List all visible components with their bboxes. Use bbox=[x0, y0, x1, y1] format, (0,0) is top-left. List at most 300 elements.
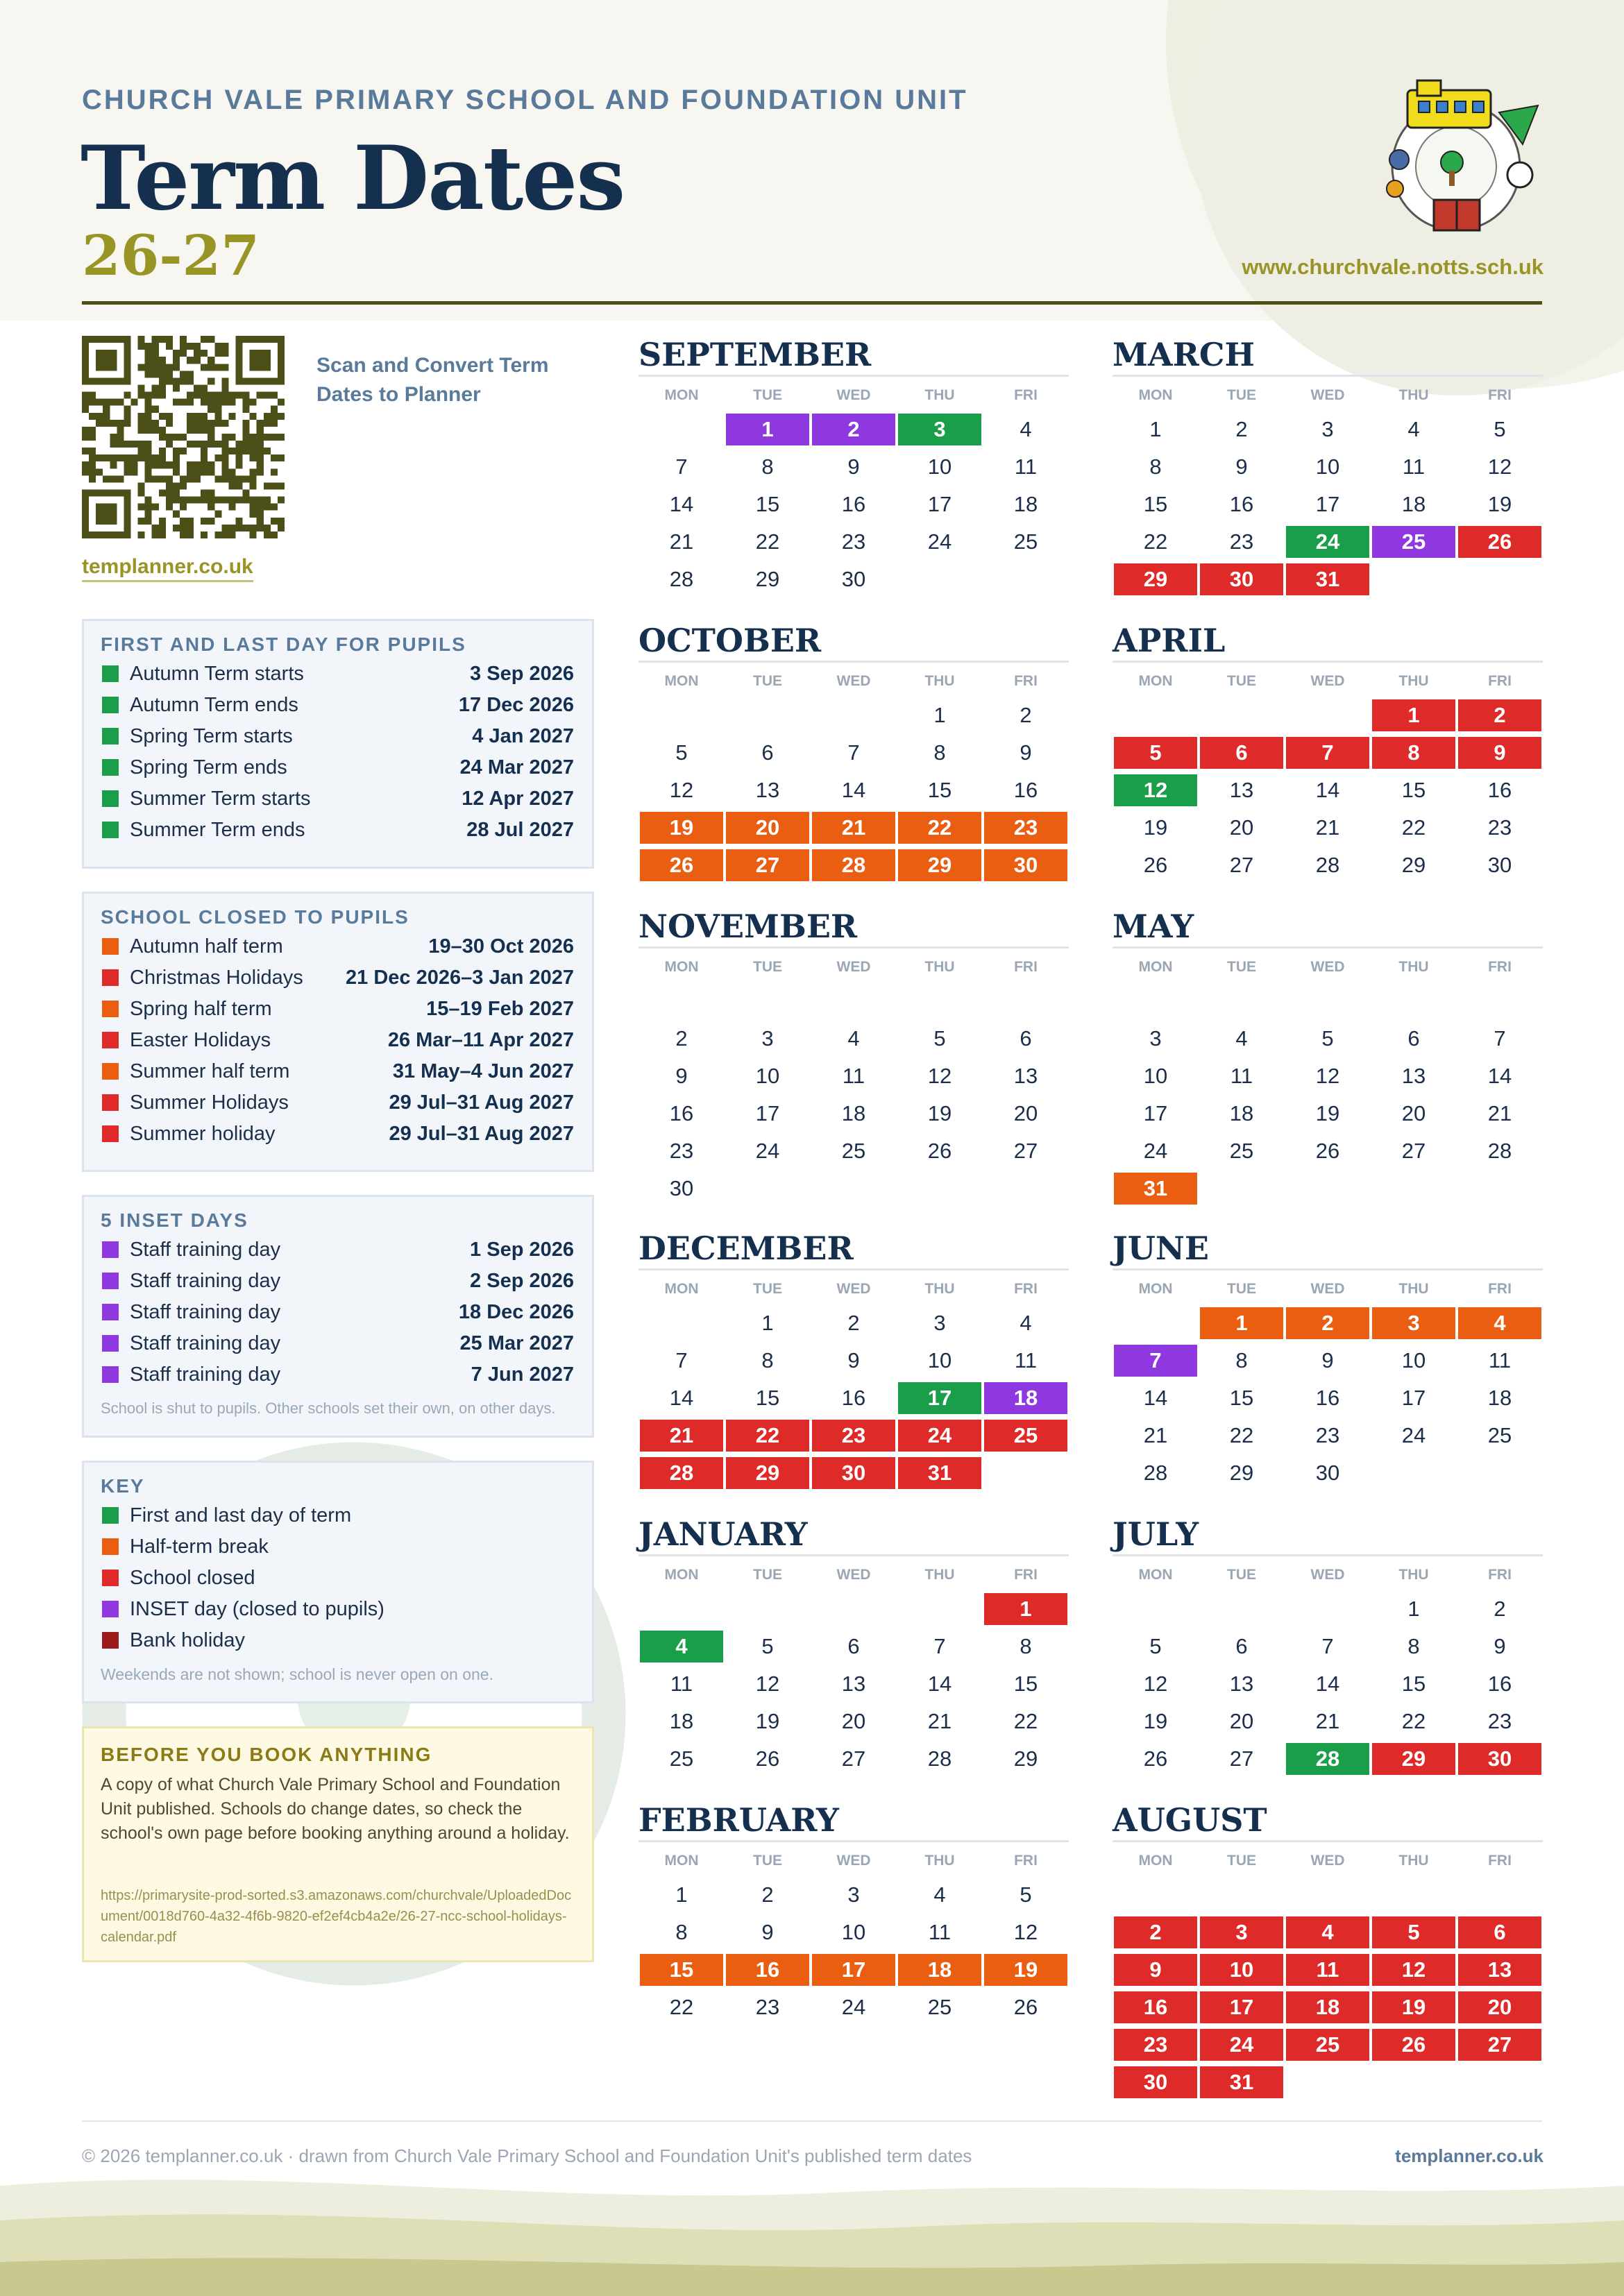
calendar-day: 8 bbox=[675, 1920, 688, 1944]
weekday-header: TUE bbox=[753, 959, 782, 975]
legend-square-icon bbox=[102, 1601, 119, 1617]
calendar-day: 7 bbox=[1114, 1345, 1197, 1377]
calendar-day: 11 bbox=[1230, 1064, 1253, 1088]
month-rule bbox=[638, 1840, 1069, 1842]
list-item bbox=[101, 690, 575, 720]
legend-label: School closed bbox=[130, 1567, 255, 1589]
calendar-day: 16 bbox=[1315, 1386, 1340, 1410]
legend-label: Bank holiday bbox=[130, 1629, 246, 1651]
legend-square-icon bbox=[102, 1507, 119, 1524]
calendar-day: 13 bbox=[1458, 1954, 1541, 1986]
calendar-day: 28 bbox=[1143, 1461, 1168, 1485]
calendar-day: 23 bbox=[841, 529, 866, 554]
list-item bbox=[101, 1297, 575, 1327]
school-closed-panel bbox=[82, 892, 594, 1172]
calendar-day: 30 bbox=[984, 849, 1067, 881]
weekday-header: MON bbox=[664, 1853, 699, 1869]
weekday-header: THU bbox=[1398, 959, 1429, 975]
weekday-header: WED bbox=[1310, 959, 1345, 975]
calendar-day: 2 bbox=[812, 414, 895, 445]
item-date: 15–19 Feb 2027 bbox=[426, 998, 574, 1020]
calendar-day: 22 bbox=[726, 1420, 809, 1452]
calendar-day: 7 bbox=[933, 1634, 946, 1658]
calendar-day: 6 bbox=[1020, 1026, 1032, 1051]
calendar-day: 28 bbox=[1487, 1139, 1512, 1163]
calendar-day: 26 bbox=[1315, 1139, 1340, 1163]
month-rule bbox=[638, 1268, 1069, 1270]
calendar-day: 18 bbox=[898, 1954, 981, 1986]
calendar-day: 14 bbox=[669, 492, 694, 516]
calendar-day: 4 bbox=[1458, 1307, 1541, 1339]
item-label: Autumn half term bbox=[130, 935, 283, 958]
calendar-day: 26 bbox=[927, 1139, 952, 1163]
weekday-header: TUE bbox=[1227, 1567, 1256, 1583]
calendar-day: 30 bbox=[1458, 1743, 1541, 1775]
calendar-day: 21 bbox=[1143, 1423, 1168, 1447]
calendar-day: 25 bbox=[1286, 2029, 1369, 2061]
calendar-day: 21 bbox=[812, 812, 895, 844]
calendar-day: 27 bbox=[1013, 1139, 1038, 1163]
month-rule bbox=[1113, 946, 1543, 949]
calendar-day: 3 bbox=[898, 414, 981, 445]
month-rule bbox=[1113, 1268, 1543, 1270]
calendar-day: 7 bbox=[675, 1348, 688, 1372]
key-panel bbox=[82, 1461, 594, 1703]
calendar-day: 2 bbox=[675, 1026, 688, 1051]
calendar-day: 24 bbox=[755, 1139, 780, 1163]
month-rule bbox=[1113, 1554, 1543, 1556]
calendar-day: 4 bbox=[1235, 1026, 1248, 1051]
weekday-header: TUE bbox=[753, 1567, 782, 1583]
legend-label: INSET day (closed to pupils) bbox=[130, 1598, 384, 1620]
qr-code[interactable] bbox=[82, 336, 285, 538]
calendar-day: 1 bbox=[933, 703, 946, 727]
legend-square-icon bbox=[102, 938, 119, 955]
list-item bbox=[101, 1025, 575, 1055]
calendar-day: 9 bbox=[1458, 737, 1541, 769]
key-heading: KEY bbox=[101, 1475, 145, 1497]
calendar-day: 29 bbox=[1013, 1746, 1038, 1771]
calendar-day: 28 bbox=[1315, 853, 1340, 877]
calendar-day: 9 bbox=[847, 1348, 860, 1372]
list-item bbox=[101, 721, 575, 751]
calendar-day: 5 bbox=[1321, 1026, 1334, 1051]
weekday-header: FRI bbox=[1488, 387, 1512, 403]
weekday-header: FRI bbox=[1488, 1281, 1512, 1297]
legend-square-icon bbox=[102, 1032, 119, 1048]
legend-square-icon bbox=[102, 1001, 119, 1017]
calendar-day: 15 bbox=[1229, 1386, 1254, 1410]
calendar-day: 29 bbox=[755, 567, 780, 591]
month-name: SEPTEMBER bbox=[638, 336, 872, 373]
calendar-day: 1 bbox=[675, 1882, 688, 1907]
month-name: JANUARY bbox=[638, 1515, 808, 1553]
weekday-header: THU bbox=[1398, 1567, 1429, 1583]
calendar-day: 17 bbox=[1401, 1386, 1426, 1410]
academic-year: 26-27 bbox=[82, 223, 260, 288]
calendar-day: 1 bbox=[1149, 417, 1162, 441]
calendar-day: 31 bbox=[1200, 2066, 1283, 2098]
calendar-day: 16 bbox=[1114, 1991, 1197, 2023]
weekday-header: THU bbox=[1398, 387, 1429, 403]
calendar-day: 30 bbox=[669, 1176, 694, 1200]
calendar-day: 9 bbox=[1235, 454, 1248, 479]
calendar-day: 20 bbox=[1458, 1991, 1541, 2023]
calendar-day: 15 bbox=[1143, 492, 1168, 516]
weekday-header: FRI bbox=[1488, 1853, 1512, 1869]
weekday-header: TUE bbox=[1227, 387, 1256, 403]
item-label: Staff training day bbox=[130, 1239, 281, 1261]
weekday-header: MON bbox=[1138, 1567, 1173, 1583]
calendar-day: 19 bbox=[1143, 1709, 1168, 1733]
calendar-day: 12 bbox=[1372, 1954, 1455, 1986]
calendar-day: 24 bbox=[1401, 1423, 1426, 1447]
list-item bbox=[101, 931, 575, 962]
weekday-header: MON bbox=[664, 959, 699, 975]
weekday-header: WED bbox=[1310, 387, 1345, 403]
calendar-day: 29 bbox=[1372, 1743, 1455, 1775]
weekday-header: MON bbox=[1138, 1281, 1173, 1297]
calendar-day: 29 bbox=[1401, 853, 1426, 877]
calendar-day: 20 bbox=[1013, 1101, 1038, 1125]
first-last-panel bbox=[82, 619, 594, 869]
weekday-header: THU bbox=[924, 959, 955, 975]
legend-square-icon bbox=[102, 1063, 119, 1080]
calendar-day: 19 bbox=[927, 1101, 952, 1125]
weekday-header: MON bbox=[664, 673, 699, 689]
item-date: 29 Jul–31 Aug 2027 bbox=[389, 1123, 574, 1145]
footer-link[interactable]: templanner.co.uk bbox=[1395, 2145, 1543, 2166]
month-name: JUNE bbox=[1113, 1230, 1209, 1267]
calendar-day: 8 bbox=[1407, 1634, 1420, 1658]
calendar-day: 19 bbox=[1315, 1101, 1340, 1125]
list-item bbox=[101, 962, 575, 993]
header-rule bbox=[82, 301, 1542, 305]
first-last-heading: FIRST AND LAST DAY FOR PUPILS bbox=[101, 633, 466, 655]
calendar-day: 14 bbox=[1487, 1064, 1512, 1088]
calendar-day: 22 bbox=[898, 812, 981, 844]
calendar-day: 21 bbox=[1487, 1101, 1512, 1125]
calendar-day: 20 bbox=[726, 812, 809, 844]
calendar-day: 11 bbox=[928, 1920, 951, 1944]
calendar-day: 17 bbox=[1315, 492, 1340, 516]
weekday-header: TUE bbox=[753, 673, 782, 689]
month-november bbox=[638, 908, 1069, 1200]
calendar-day: 20 bbox=[1401, 1101, 1426, 1125]
calendar-day: 12 bbox=[1315, 1064, 1340, 1088]
weekday-header: MON bbox=[1138, 959, 1173, 975]
calendar-day: 26 bbox=[1143, 1746, 1168, 1771]
list-item bbox=[101, 994, 575, 1024]
list-item bbox=[101, 783, 575, 814]
school-website-link[interactable]: www.churchvale.notts.sch.uk bbox=[1242, 255, 1543, 279]
calendar-day: 3 bbox=[1200, 1916, 1283, 1948]
legend-square-icon bbox=[102, 822, 119, 838]
calendar-day: 10 bbox=[1315, 454, 1340, 479]
calendar-day: 5 bbox=[933, 1026, 946, 1051]
item-label: Staff training day bbox=[130, 1270, 281, 1292]
calendar-day: 30 bbox=[1487, 853, 1512, 877]
calendar-day: 24 bbox=[1286, 526, 1369, 558]
calendar-day: 11 bbox=[670, 1672, 693, 1696]
calendar-day: 26 bbox=[1013, 1995, 1038, 2019]
footer-credit: © 2026 templanner.co.uk · drawn from Church Vale Primary School and Foundation Unit's published term dates bbox=[82, 2145, 972, 2166]
calendar-day: 6 bbox=[1200, 737, 1283, 769]
calendar-day: 2 bbox=[1235, 417, 1248, 441]
calendar-day: 25 bbox=[1013, 529, 1038, 554]
month-rule bbox=[1113, 1840, 1543, 1842]
calendar-day: 15 bbox=[1401, 1672, 1426, 1696]
calendar-day: 31 bbox=[898, 1457, 981, 1489]
month-march bbox=[1113, 336, 1543, 599]
list-item bbox=[101, 1056, 575, 1087]
legend-square-icon bbox=[102, 1304, 119, 1320]
calendar-day: 2 bbox=[1458, 699, 1541, 731]
item-label: Autumn Term ends bbox=[130, 694, 298, 716]
calendar-day: 17 bbox=[898, 1382, 981, 1414]
calendar-day: 16 bbox=[1487, 778, 1512, 802]
item-date: 28 Jul 2027 bbox=[466, 819, 574, 841]
weekday-header: WED bbox=[836, 1281, 871, 1297]
calendar-day: 24 bbox=[841, 1995, 866, 2019]
calendar-day: 28 bbox=[812, 849, 895, 881]
month-october bbox=[638, 622, 1069, 885]
legend-item bbox=[101, 1563, 575, 1593]
calendar-day: 14 bbox=[1315, 1672, 1340, 1696]
calendar-day: 20 bbox=[841, 1709, 866, 1733]
calendar-day: 2 bbox=[1494, 1597, 1506, 1621]
legend-label: First and last day of term bbox=[130, 1504, 352, 1527]
calendar-day: 8 bbox=[933, 740, 946, 765]
calendar-day: 17 bbox=[812, 1954, 895, 1986]
weekday-header: THU bbox=[924, 1567, 955, 1583]
calendar-day: 5 bbox=[1149, 1634, 1162, 1658]
weekday-header: THU bbox=[924, 387, 955, 403]
calendar-day: 10 bbox=[927, 1348, 952, 1372]
weekday-header: FRI bbox=[1014, 1567, 1038, 1583]
calendar-day: 23 bbox=[1315, 1423, 1340, 1447]
calendar-day: 3 bbox=[1372, 1307, 1455, 1339]
calendar-day: 16 bbox=[841, 492, 866, 516]
item-date: 18 Dec 2026 bbox=[458, 1301, 574, 1323]
calendar-day: 25 bbox=[984, 1420, 1067, 1452]
legend-item bbox=[101, 1625, 575, 1656]
item-date: 26 Mar–11 Apr 2027 bbox=[387, 1029, 574, 1051]
source-link[interactable]: https://primarysite-prod-sorted.s3.amazonaws.com/churchvale/UploadedDocument/0018d760-4a32-4f6b-9820-ef2ef4cb4a2e/26-27-ncc-school-holidays-calendar.pdf bbox=[101, 1888, 572, 1945]
item-date: 24 Mar 2027 bbox=[459, 756, 574, 779]
legend-square-icon bbox=[102, 1632, 119, 1649]
month-june bbox=[1113, 1230, 1543, 1493]
item-label: Easter Holidays bbox=[130, 1029, 271, 1051]
calendar-day: 1 bbox=[1407, 1597, 1420, 1621]
school-logo bbox=[1374, 78, 1545, 239]
item-label: Summer Term ends bbox=[130, 819, 305, 841]
legend-square-icon bbox=[102, 759, 119, 776]
calendar-day: 3 bbox=[761, 1026, 774, 1051]
calendar-day: 4 bbox=[1020, 417, 1032, 441]
calendar-day: 12 bbox=[1143, 1672, 1168, 1696]
calendar-day: 16 bbox=[1229, 492, 1254, 516]
calendar-day: 19 bbox=[984, 1954, 1067, 1986]
legend-square-icon bbox=[102, 1366, 119, 1383]
weekday-header: MON bbox=[1138, 673, 1173, 689]
calendar-day: 21 bbox=[669, 529, 694, 554]
calendar-day: 12 bbox=[927, 1064, 952, 1088]
calendar-day: 7 bbox=[1321, 1634, 1334, 1658]
calendar-day: 27 bbox=[1229, 853, 1254, 877]
calendar-day: 2 bbox=[1114, 1916, 1197, 1948]
calendar-day: 25 bbox=[1229, 1139, 1254, 1163]
legend-square-icon bbox=[102, 1335, 119, 1352]
weekday-header: THU bbox=[1398, 673, 1429, 689]
item-date: 3 Sep 2026 bbox=[470, 663, 574, 685]
list-item bbox=[101, 815, 575, 845]
calendar-day: 22 bbox=[1229, 1423, 1254, 1447]
calendar-day: 19 bbox=[1143, 815, 1168, 840]
weekday-header: MON bbox=[664, 387, 699, 403]
key-note: Weekends are not shown; school is never open on one. bbox=[101, 1665, 493, 1683]
calendar-day: 5 bbox=[1494, 417, 1506, 441]
item-date: 17 Dec 2026 bbox=[458, 694, 574, 716]
weekday-header: FRI bbox=[1014, 1281, 1038, 1297]
calendar-day: 25 bbox=[1487, 1423, 1512, 1447]
calendar-day: 27 bbox=[1401, 1139, 1426, 1163]
calendar-day: 10 bbox=[1200, 1954, 1283, 1986]
list-item bbox=[101, 1119, 575, 1149]
calendar-day: 5 bbox=[1114, 737, 1197, 769]
weekday-header: TUE bbox=[753, 387, 782, 403]
calendar-day: 23 bbox=[1487, 815, 1512, 840]
item-label: Staff training day bbox=[130, 1301, 281, 1323]
list-item bbox=[101, 1266, 575, 1296]
calendar-day: 7 bbox=[1286, 737, 1369, 769]
weekday-header: MON bbox=[1138, 387, 1173, 403]
list-item bbox=[101, 658, 575, 689]
calendar-day: 26 bbox=[1143, 853, 1168, 877]
calendar-day: 6 bbox=[1407, 1026, 1420, 1051]
month-name: JULY bbox=[1113, 1515, 1199, 1553]
calendar-day: 17 bbox=[755, 1101, 780, 1125]
list-item bbox=[101, 1328, 575, 1359]
month-name: MAY bbox=[1113, 908, 1194, 945]
legend-square-icon bbox=[102, 665, 119, 682]
calendar-day: 2 bbox=[847, 1311, 860, 1335]
month-name: DECEMBER bbox=[638, 1230, 854, 1267]
calendar-day: 10 bbox=[1143, 1064, 1168, 1088]
calendar-day: 14 bbox=[1315, 778, 1340, 802]
calendar-day: 18 bbox=[1401, 492, 1426, 516]
legend-square-icon bbox=[102, 728, 119, 745]
item-label: Summer Term starts bbox=[130, 788, 311, 810]
calendar-day: 21 bbox=[927, 1709, 952, 1733]
calendar-day: 4 bbox=[1020, 1311, 1032, 1335]
calendar-day: 16 bbox=[1013, 778, 1038, 802]
calendar-day: 24 bbox=[927, 529, 952, 554]
calendar-day: 4 bbox=[1286, 1916, 1369, 1948]
legend-item bbox=[101, 1500, 575, 1531]
calendar-day: 25 bbox=[927, 1995, 952, 2019]
month-april bbox=[1113, 622, 1543, 885]
calendar-day: 23 bbox=[1229, 529, 1254, 554]
item-label: Summer Holidays bbox=[130, 1091, 289, 1114]
planner-link[interactable]: templanner.co.uk bbox=[82, 555, 253, 582]
calendar-day: 28 bbox=[640, 1457, 723, 1489]
calendar-day: 6 bbox=[761, 740, 774, 765]
month-january bbox=[638, 1515, 1069, 1779]
calendar-day: 15 bbox=[640, 1954, 723, 1986]
calendar-day: 30 bbox=[1200, 563, 1283, 595]
weekday-header: THU bbox=[924, 1281, 955, 1297]
calendar-day: 2 bbox=[1020, 703, 1032, 727]
calendar-day: 9 bbox=[1020, 740, 1032, 765]
calendar-day: 29 bbox=[1114, 563, 1197, 595]
calendar-day: 12 bbox=[1114, 774, 1197, 806]
calendar-day: 10 bbox=[755, 1064, 780, 1088]
calendar-day: 3 bbox=[1321, 417, 1334, 441]
weekday-header: MON bbox=[1138, 1853, 1173, 1869]
month-name: MARCH bbox=[1113, 336, 1255, 373]
calendar-day: 10 bbox=[927, 454, 952, 479]
item-date: 31 May–4 Jun 2027 bbox=[392, 1060, 574, 1082]
calendar-day: 14 bbox=[1143, 1386, 1168, 1410]
calendar-day: 11 bbox=[1286, 1954, 1369, 1986]
calendar-day: 1 bbox=[726, 414, 809, 445]
calendar-day: 8 bbox=[761, 1348, 774, 1372]
item-date: 21 Dec 2026–3 Jan 2027 bbox=[346, 967, 574, 989]
list-item bbox=[101, 1359, 575, 1390]
item-date: 2 Sep 2026 bbox=[470, 1270, 574, 1292]
month-july bbox=[1113, 1515, 1543, 1779]
calendar-day: 7 bbox=[1494, 1026, 1506, 1051]
calendar-day: 9 bbox=[847, 454, 860, 479]
weekday-header: FRI bbox=[1488, 959, 1512, 975]
weekday-header: WED bbox=[1310, 1281, 1345, 1297]
calendar-day: 18 bbox=[841, 1101, 866, 1125]
calendar-day: 1 bbox=[761, 1311, 774, 1335]
month-december bbox=[638, 1230, 1069, 1493]
calendar-day: 22 bbox=[1013, 1709, 1038, 1733]
month-name: NOVEMBER bbox=[638, 908, 858, 945]
calendar-day: 22 bbox=[669, 1995, 694, 2019]
legend-square-icon bbox=[102, 969, 119, 986]
calendar-day: 8 bbox=[1235, 1348, 1248, 1372]
month-september bbox=[638, 336, 1069, 599]
calendar-day: 17 bbox=[1200, 1991, 1283, 2023]
school-name: CHURCH VALE PRIMARY SCHOOL AND FOUNDATION UNIT bbox=[82, 85, 968, 115]
weekday-header: FRI bbox=[1014, 1853, 1038, 1869]
calendar-day: 9 bbox=[761, 1920, 774, 1944]
calendar-day: 20 bbox=[1229, 1709, 1254, 1733]
inset-heading: 5 INSET DAYS bbox=[101, 1209, 248, 1231]
calendar-day: 24 bbox=[1200, 2029, 1283, 2061]
calendar-day: 14 bbox=[841, 778, 866, 802]
footer-rule bbox=[82, 2120, 1542, 2122]
month-rule bbox=[1113, 375, 1543, 377]
item-label: Summer holiday bbox=[130, 1123, 276, 1145]
calendar-day: 9 bbox=[1321, 1348, 1334, 1372]
calendar-day: 23 bbox=[812, 1420, 895, 1452]
page-title: Term Dates bbox=[81, 127, 625, 230]
item-label: Staff training day bbox=[130, 1363, 281, 1386]
calendar-day: 18 bbox=[1229, 1101, 1254, 1125]
calendar-day: 26 bbox=[640, 849, 723, 881]
calendar-day: 16 bbox=[1487, 1672, 1512, 1696]
calendar-day: 1 bbox=[1200, 1307, 1283, 1339]
calendar-day: 23 bbox=[984, 812, 1067, 844]
item-label: Spring half term bbox=[130, 998, 272, 1020]
calendar-day: 4 bbox=[933, 1882, 946, 1907]
calendar-day: 29 bbox=[726, 1457, 809, 1489]
